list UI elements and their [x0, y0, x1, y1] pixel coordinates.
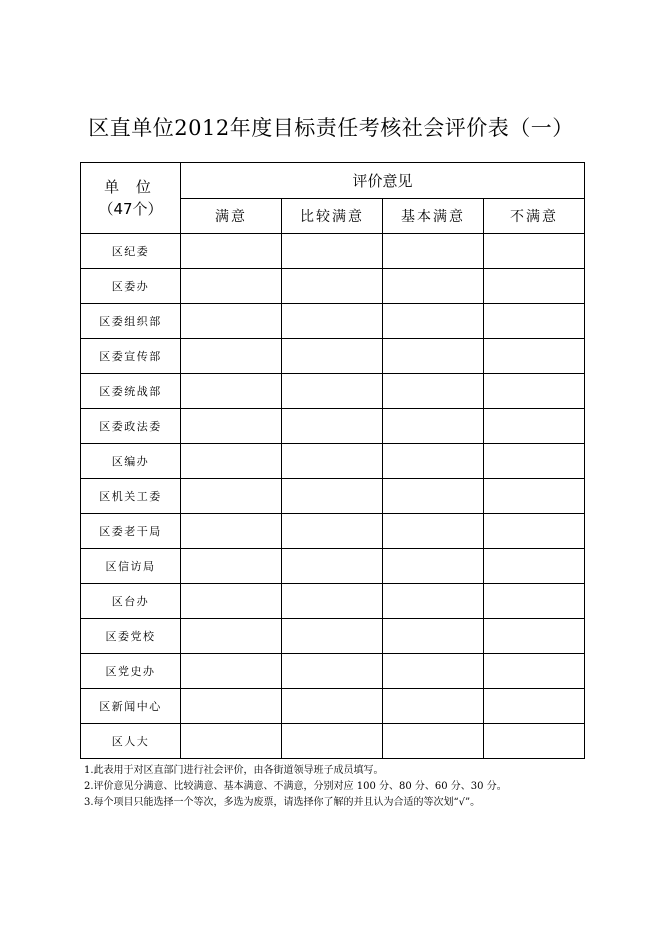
rating-cell-satisfied[interactable]: [181, 269, 282, 304]
rating-cell-unsatisfied[interactable]: [484, 549, 585, 584]
rating-cell-unsatisfied[interactable]: [484, 234, 585, 269]
table-row: [81, 409, 585, 444]
rating-cell-unsatisfied[interactable]: [484, 689, 585, 724]
rating-cell-satisfied[interactable]: [181, 374, 282, 409]
rating-cell-satisfied[interactable]: [181, 304, 282, 339]
rating-cell-basically-satisfied[interactable]: [383, 689, 484, 724]
unit-name-cell: 区委统战部: [81, 374, 181, 409]
rating-cell-unsatisfied[interactable]: [484, 724, 585, 759]
rating-cell-basically-satisfied[interactable]: [383, 444, 484, 479]
rating-cell-basically-satisfied[interactable]: [383, 479, 484, 514]
unit-count: （47个）: [98, 200, 163, 218]
rating-cell-unsatisfied[interactable]: [484, 619, 585, 654]
evaluation-table: [80, 162, 585, 759]
unit-name-cell: 区机关工委: [81, 479, 181, 514]
unit-name-cell: 区委老干局: [81, 514, 181, 549]
table-row: [81, 234, 585, 269]
note-1: 1.此表用于对区直部门进行社会评价，由各街道领导班子成员填写。: [84, 765, 384, 776]
rating-cell-basically-satisfied[interactable]: [383, 619, 484, 654]
unit-name-cell: 区委宣传部: [81, 339, 181, 374]
page-title: 区直单位2012年度目标责任考核社会评价表（一）: [88, 116, 574, 140]
rating-cell-fairly-satisfied[interactable]: [282, 689, 383, 724]
table-row: [81, 724, 585, 759]
table-row: [81, 584, 585, 619]
unit-label: 单 位: [104, 178, 157, 196]
rating-cell-satisfied[interactable]: [181, 479, 282, 514]
rating-cell-fairly-satisfied[interactable]: [282, 654, 383, 689]
table-row: [81, 619, 585, 654]
rating-cell-satisfied[interactable]: [181, 409, 282, 444]
note-3: 3.每个项目只能选择一个等次，多选为废票，请选择你了解的并且认为合适的等次划“√”。: [84, 797, 481, 808]
option-header-fairly-satisfied: 比较满意: [282, 199, 383, 234]
notes: [84, 763, 644, 811]
rating-cell-unsatisfied[interactable]: [484, 269, 585, 304]
rating-cell-fairly-satisfied[interactable]: [282, 724, 383, 759]
unit-name-cell: 区信访局: [81, 549, 181, 584]
rating-cell-satisfied[interactable]: [181, 444, 282, 479]
rating-cell-satisfied[interactable]: [181, 234, 282, 269]
rating-cell-fairly-satisfied[interactable]: [282, 374, 383, 409]
rating-cell-basically-satisfied[interactable]: [383, 269, 484, 304]
unit-name-cell: 区编办: [81, 444, 181, 479]
rating-cell-fairly-satisfied[interactable]: [282, 479, 383, 514]
rating-cell-unsatisfied[interactable]: [484, 584, 585, 619]
option-header-basically-satisfied: 基本满意: [383, 199, 484, 234]
rating-cell-fairly-satisfied[interactable]: [282, 234, 383, 269]
rating-cell-basically-satisfied[interactable]: [383, 304, 484, 339]
rating-cell-fairly-satisfied[interactable]: [282, 514, 383, 549]
option-header-unsatisfied: 不满意: [484, 199, 585, 234]
unit-name-cell: 区党史办: [81, 654, 181, 689]
rating-cell-satisfied[interactable]: [181, 584, 282, 619]
unit-name-cell: 区人大: [81, 724, 181, 759]
rating-cell-unsatisfied[interactable]: [484, 339, 585, 374]
rating-cell-satisfied[interactable]: [181, 689, 282, 724]
rating-cell-basically-satisfied[interactable]: [383, 339, 484, 374]
rating-cell-basically-satisfied[interactable]: [383, 514, 484, 549]
unit-name-cell: 区纪委: [81, 234, 181, 269]
table-row: [81, 689, 585, 724]
rating-cell-satisfied[interactable]: [181, 619, 282, 654]
rating-cell-basically-satisfied[interactable]: [383, 724, 484, 759]
rating-cell-fairly-satisfied[interactable]: [282, 304, 383, 339]
rating-cell-unsatisfied[interactable]: [484, 374, 585, 409]
rating-cell-unsatisfied[interactable]: [484, 514, 585, 549]
rating-cell-unsatisfied[interactable]: [484, 409, 585, 444]
rating-cell-basically-satisfied[interactable]: [383, 654, 484, 689]
table-row: [81, 514, 585, 549]
rating-cell-fairly-satisfied[interactable]: [282, 269, 383, 304]
option-header-satisfied: 满意: [181, 199, 282, 234]
unit-name-cell: 区委党校: [81, 619, 181, 654]
rating-cell-satisfied[interactable]: [181, 339, 282, 374]
rating-cell-basically-satisfied[interactable]: [383, 584, 484, 619]
rating-cell-unsatisfied[interactable]: [484, 479, 585, 514]
rating-cell-unsatisfied[interactable]: [484, 304, 585, 339]
table-row: [81, 444, 585, 479]
unit-name-cell: 区委办: [81, 269, 181, 304]
unit-name-cell: 区委组织部: [81, 304, 181, 339]
unit-column-header: [81, 163, 181, 234]
rating-cell-unsatisfied[interactable]: [484, 444, 585, 479]
rating-cell-fairly-satisfied[interactable]: [282, 549, 383, 584]
table-row: [81, 654, 585, 689]
rating-cell-fairly-satisfied[interactable]: [282, 619, 383, 654]
rating-cell-basically-satisfied[interactable]: [383, 409, 484, 444]
rating-cell-satisfied[interactable]: [181, 724, 282, 759]
table-row: [81, 549, 585, 584]
unit-name-cell: 区委政法委: [81, 409, 181, 444]
rating-cell-fairly-satisfied[interactable]: [282, 584, 383, 619]
table-row: [81, 269, 585, 304]
rating-cell-satisfied[interactable]: [181, 549, 282, 584]
rating-cell-basically-satisfied[interactable]: [383, 234, 484, 269]
table-row: [81, 304, 585, 339]
rating-cell-fairly-satisfied[interactable]: [282, 339, 383, 374]
opinion-header: 评价意见: [181, 163, 585, 199]
rating-cell-fairly-satisfied[interactable]: [282, 444, 383, 479]
rating-cell-satisfied[interactable]: [181, 514, 282, 549]
note-2: 2.评价意见分满意、比较满意、基本满意、不满意，分别对应 100 分、80 分、60 分、30 分。: [84, 781, 507, 792]
table-row: [81, 339, 585, 374]
table-row: [81, 374, 585, 409]
table-row: [81, 479, 585, 514]
rating-cell-basically-satisfied[interactable]: [383, 549, 484, 584]
rating-cell-satisfied[interactable]: [181, 654, 282, 689]
rating-cell-basically-satisfied[interactable]: [383, 374, 484, 409]
rating-cell-unsatisfied[interactable]: [484, 654, 585, 689]
unit-name-cell: 区台办: [81, 584, 181, 619]
rating-cell-fairly-satisfied[interactable]: [282, 409, 383, 444]
unit-name-cell: 区新闻中心: [81, 689, 181, 724]
